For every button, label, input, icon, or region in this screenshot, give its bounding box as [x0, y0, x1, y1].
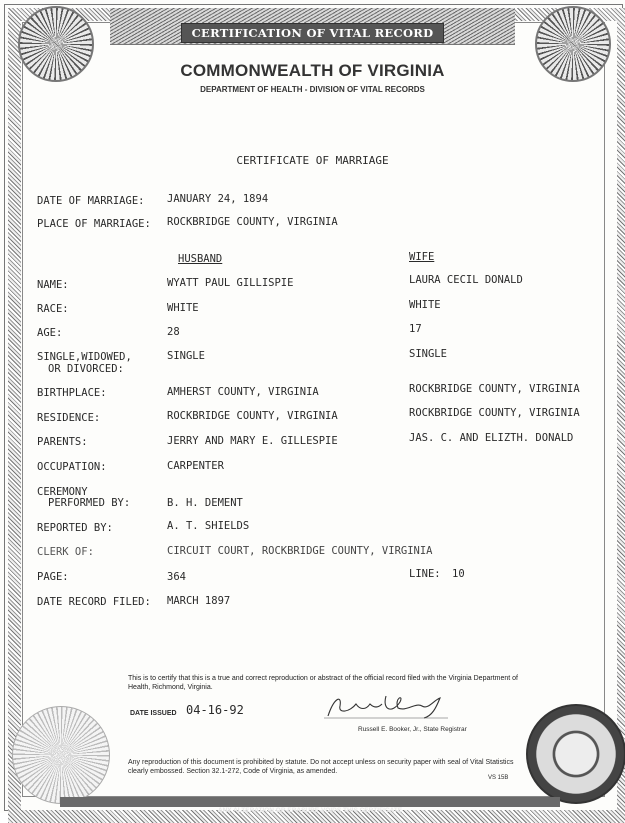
place-of-marriage-value: ROCKBRIDGE COUNTY, VIRGINIA: [167, 216, 338, 228]
husband-race: WHITE: [167, 302, 199, 314]
date-of-marriage-label: DATE OF MARRIAGE:: [37, 195, 145, 207]
birthplace-label: BIRTHPLACE:: [37, 387, 107, 399]
ceremony-label-line2: PERFORMED BY:: [48, 497, 131, 509]
date-issued-value: 04-16-92: [186, 703, 244, 717]
form-number: VS 15B: [488, 775, 509, 781]
page-title: COMMONWEALTH OF VIRGINIA: [180, 61, 445, 80]
husband-name: WYATT PAUL GILLISPIE: [167, 277, 294, 289]
race-label: RACE:: [37, 303, 69, 315]
bottom-warning-strip: [60, 797, 560, 814]
wife-name: LAURA CECIL DONALD: [409, 274, 523, 286]
wife-marital-status: SINGLE: [409, 348, 447, 360]
marital-status-label-line1: SINGLE,WIDOWED,: [37, 351, 132, 363]
certification-statement: This is to certify that this is a true and correct reproduction or abstract of the official record filed with the Virginia Department of Health, Richmond, Virginia.: [128, 675, 518, 691]
embossed-seal: [12, 706, 110, 804]
husband-parents: JERRY AND MARY E. GILLESPIE: [167, 435, 338, 447]
wife-parents: JAS. C. AND ELIZTH. DONALD: [409, 432, 574, 444]
reported-by-value: A. T. SHIELDS: [167, 520, 250, 532]
husband-marital-status: SINGLE: [167, 350, 205, 362]
department-subtitle: DEPARTMENT OF HEALTH - DIVISION OF VITAL RECORDS: [200, 85, 425, 94]
registrar-name: Russell E. Booker, Jr., State Registrar: [358, 726, 467, 733]
wife-race: WHITE: [409, 299, 441, 311]
page-label: PAGE:: [37, 571, 69, 583]
husband-age: 28: [167, 326, 180, 338]
virginia-department-of-health-seal: [526, 704, 625, 804]
banner: [0, 22, 625, 43]
husband-birthplace: AMHERST COUNTY, VIRGINIA: [167, 386, 319, 398]
occupation-label: OCCUPATION:: [37, 461, 107, 473]
wife-birthplace: ROCKBRIDGE COUNTY, VIRGINIA: [409, 383, 580, 395]
reported-by-label: REPORTED BY:: [37, 522, 113, 534]
banner-text: CERTIFICATION OF VITAL RECORD: [181, 23, 445, 43]
husband-occupation: CARPENTER: [167, 460, 224, 472]
line-label: LINE:: [409, 568, 441, 580]
husband-residence: ROCKBRIDGE COUNTY, VIRGINIA: [167, 410, 338, 422]
age-label: AGE:: [37, 327, 63, 339]
date-issued-label: DATE ISSUED: [130, 710, 177, 717]
date-of-marriage-value: JANUARY 24, 1894: [167, 193, 269, 205]
ceremony-label-line1: CEREMONY: [37, 486, 88, 498]
clerk-of-label: CLERK OF:: [37, 546, 94, 558]
page-value: 364: [167, 571, 186, 583]
bottom-warning-text: ANY ALTERATION OR ERASURE VOIDS THIS CERTIFICATE: [217, 807, 403, 814]
registrar-signature: [320, 692, 455, 720]
date-filed-label: DATE RECORD FILED:: [37, 596, 151, 608]
husband-column-heading: HUSBAND: [178, 253, 223, 265]
marital-status-label-line2: OR DIVORCED:: [48, 363, 124, 375]
wife-age: 17: [409, 323, 422, 335]
ceremony-performed-by: B. H. DEMENT: [167, 497, 243, 509]
place-of-marriage-label: PLACE OF MARRIAGE:: [37, 218, 151, 230]
clerk-of-value: CIRCUIT COURT, ROCKBRIDGE COUNTY, VIRGINIA: [167, 545, 433, 557]
reproduction-notice: Any reproduction of this document is prohibited by statute. Do not accept unless on security paper with seal of Vital Statistics clearly embossed. Section 32.1-272, Code of Virginia, as amended.: [128, 759, 514, 775]
residence-label: RESIDENCE:: [37, 412, 101, 424]
parents-label: PARENTS:: [37, 436, 88, 448]
wife-column-heading: WIFE: [409, 251, 435, 263]
wife-residence: ROCKBRIDGE COUNTY, VIRGINIA: [409, 407, 580, 419]
certificate-heading: CERTIFICATE OF MARRIAGE: [236, 154, 389, 167]
name-label: NAME:: [37, 279, 69, 291]
date-filed-value: MARCH 1897: [167, 595, 231, 607]
line-value: 10: [452, 568, 465, 580]
